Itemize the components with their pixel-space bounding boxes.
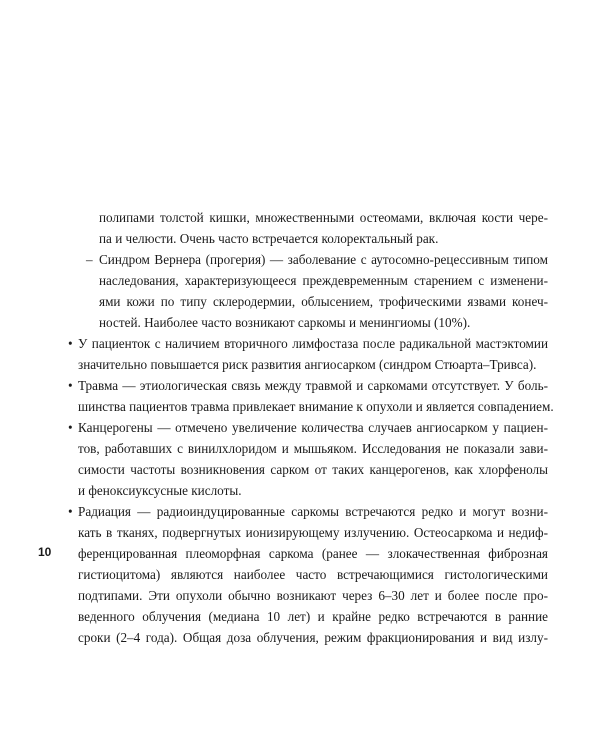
text-line: кать в тканях, подвергнутых ионизирующему излучению. Остеосаркома и недиф- bbox=[78, 525, 548, 540]
bullet-marker: • bbox=[68, 378, 73, 393]
continuation-paragraph bbox=[68, 207, 548, 249]
text-line: Радиация — радиоиндуцированные саркомы встречаются редко и могут возни- bbox=[78, 504, 548, 519]
bullet-marker: • bbox=[68, 504, 73, 519]
bullet-item-lymphostasis bbox=[68, 333, 548, 375]
text-line: значительно повышается риск развития ангиосарком (синдром Стюарта–Тривса). bbox=[78, 357, 537, 372]
dash-list-item-werner bbox=[68, 249, 548, 333]
text-line: ностей. Наиболее часто возникают саркомы и менингиомы (10%). bbox=[99, 315, 471, 330]
bullet-marker: • bbox=[68, 420, 73, 435]
text-line: У пациенток с наличием вторичного лимфостаза после радикальной мастэктомии bbox=[78, 336, 548, 351]
bullet-item-trauma bbox=[68, 375, 554, 417]
text-line: симости частоты возникновения сарком от таких канцерогенов, как хлорфенолы bbox=[78, 462, 548, 477]
text-line: Синдром Вернера (прогерия) — заболевание с аутосомно-рецессивным типом bbox=[99, 252, 548, 267]
text-line: и феноксиуксусные кислоты. bbox=[78, 483, 242, 498]
text-line: веденного облучения (медиана 10 лет) и крайне редко встречаются в ранние bbox=[78, 609, 548, 624]
page-number: 10 bbox=[38, 545, 52, 559]
text-line: сроки (2–4 года). Общая доза облучения, режим фракционирования и вид излу- bbox=[78, 630, 548, 645]
text-line: ференцированная плеоморфная саркома (ранее — злокачественная фиброзная bbox=[78, 546, 548, 561]
text-line: полипами толстой кишки, множественными остеомами, включая кости чере- bbox=[99, 210, 548, 225]
text-line: шинства пациентов травма привлекает внимание к опухоли и является совпадением. bbox=[78, 399, 554, 414]
text-line: Травма — этиологическая связь между травмой и саркомами отсутствует. У боль- bbox=[78, 378, 548, 393]
bullet-marker: • bbox=[68, 336, 73, 351]
bullet-item-carcinogens bbox=[68, 417, 548, 501]
text-line: ями кожи по типу склеродермии, облысением, трофическими язвами конеч- bbox=[99, 294, 548, 309]
bullet-item-radiation bbox=[68, 501, 548, 648]
text-line: гистиоцитома) являются наиболее часто встречающимися гистологическими bbox=[78, 567, 548, 582]
page-body bbox=[68, 207, 554, 648]
text-line: па и челюсти. Очень часто встречается колоректальный рак. bbox=[99, 231, 439, 246]
text-line: тов, работавших с винилхлоридом и мышьяком. Исследования не показали зави- bbox=[78, 441, 548, 456]
text-line: наследования, характеризующееся преждевременным старением с изменени- bbox=[99, 273, 548, 288]
text-line: Канцерогены — отмечено увеличение количества случаев ангиосарком у пациен- bbox=[78, 420, 548, 435]
dash-marker: – bbox=[86, 252, 93, 267]
text-line: подтипами. Эти опухоли обычно возникают через 6–30 лет и более после про- bbox=[78, 588, 548, 603]
